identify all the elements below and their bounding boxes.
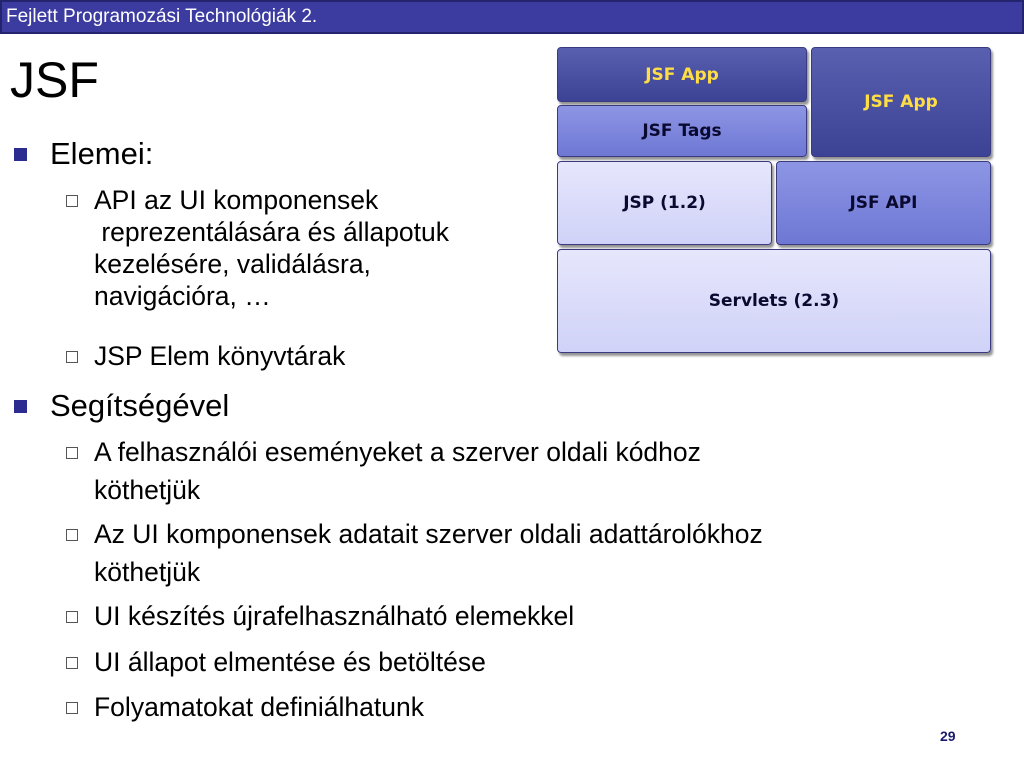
jsf-architecture-diagram	[555, 45, 995, 357]
block-jsf-api: JSF API	[776, 161, 991, 245]
checkbox-bullet-icon	[66, 529, 78, 541]
sub-bullet-line: Folyamatokat definiálhatunk	[94, 692, 424, 722]
checkbox-bullet-icon	[66, 657, 78, 669]
header-bar	[0, 0, 1024, 34]
bullet-text: Segítségével	[50, 388, 230, 423]
sub-bullet-line: UI állapot elmentése és betöltése	[94, 647, 486, 677]
sub-bullet-line: navigációra, …	[94, 281, 271, 311]
checkbox-bullet-icon	[66, 611, 78, 623]
bullet-text: Elemei:	[50, 136, 154, 171]
sub-bullet-line: köthetjük	[94, 475, 201, 505]
block-jsf-app-top: JSF App	[557, 47, 807, 102]
course-title: Fejlett Programozási Technológiák 2.	[6, 6, 318, 27]
sub-bullet-line: reprezentálására és állapotuk	[94, 217, 450, 247]
checkbox-bullet-icon	[66, 702, 78, 714]
slide-title: JSF	[10, 52, 99, 108]
checkbox-bullet-icon	[66, 447, 78, 459]
sub-bullet-line: köthetjük	[94, 557, 201, 587]
sub-bullet-line: Az UI komponensek adatait szerver oldali adattárolókhoz	[94, 519, 763, 549]
checkbox-bullet-icon	[66, 195, 78, 207]
block-jsp: JSP (1.2)	[557, 161, 772, 245]
sub-bullet-line: UI készítés újrafelhasználható elemekkel	[94, 601, 575, 631]
sub-bullet-line: A felhasználói eseményeket a szerver oldali kódhoz	[94, 437, 701, 467]
sub-bullet-line: JSP Elem könyvtárak	[94, 341, 346, 371]
sub-bullet-line: kezelésére, validálásra,	[94, 249, 371, 279]
square-bullet-icon	[14, 400, 27, 413]
page-number: 29	[940, 728, 956, 744]
sub-bullet-line: API az UI komponensek	[94, 185, 379, 215]
square-bullet-icon	[14, 148, 27, 161]
block-servlets: Servlets (2.3)	[557, 249, 991, 353]
checkbox-bullet-icon	[66, 351, 78, 363]
block-jsf-tags: JSF Tags	[557, 105, 807, 157]
block-jsf-app-side: JSF App	[811, 47, 991, 157]
